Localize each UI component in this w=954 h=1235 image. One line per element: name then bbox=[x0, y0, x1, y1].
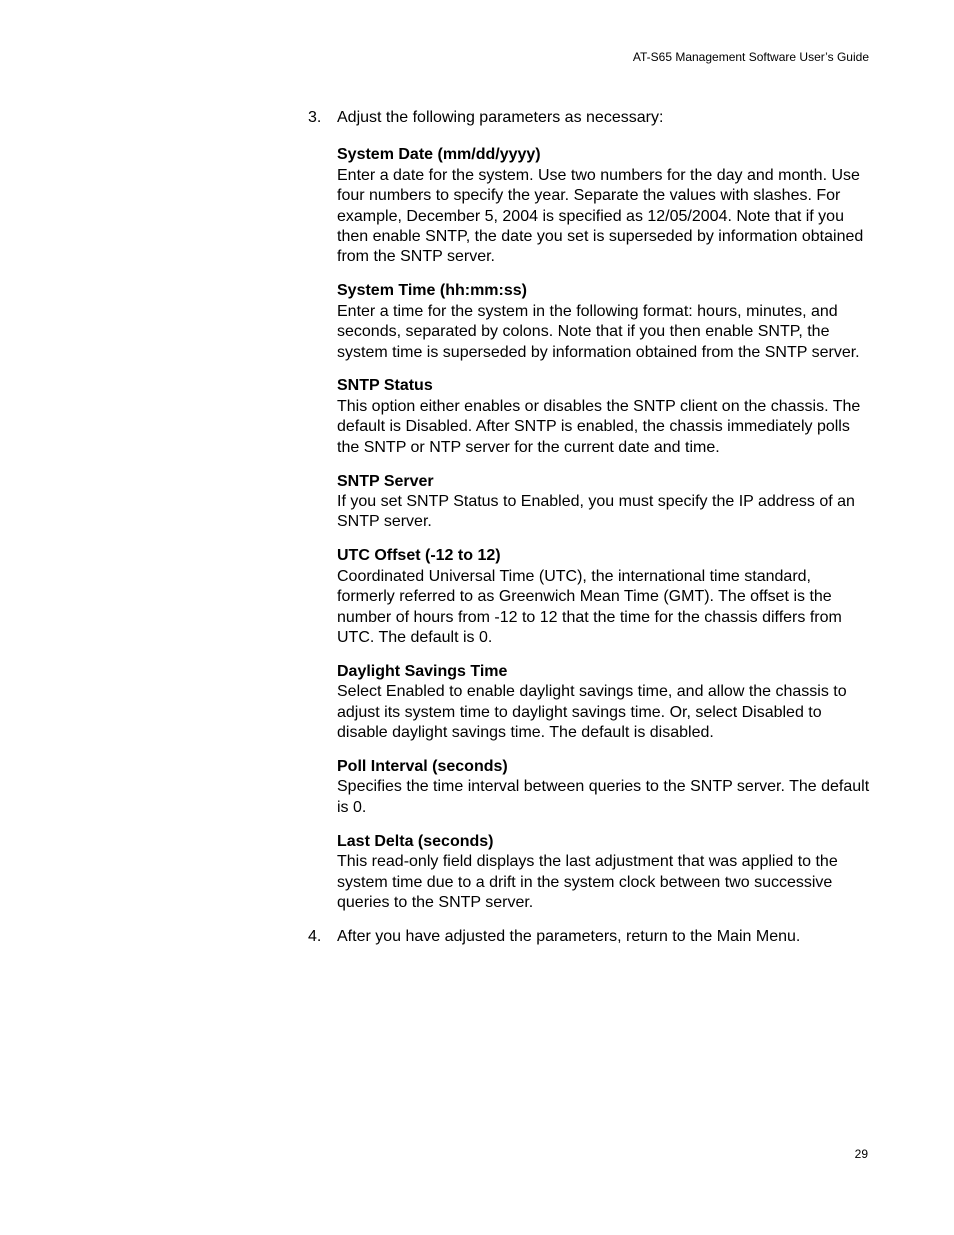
parameter-description: This option either enables or disables the SNTP client on the chassis. The default is Disabled. After SNTP is enabled, the chassis immediately polls the SNTP or NTP server for the current date and time. bbox=[337, 397, 861, 456]
parameter-description: Specifies the time interval between queries to the SNTP server. The default is 0. bbox=[337, 778, 870, 816]
parameter-description: Select Enabled to enable daylight savings time, and allow the chassis to adjust its system time to daylight savings time. Or, select Disabled to disable daylight savings time. The default is disabled. bbox=[337, 683, 847, 742]
parameter-title: Poll Interval (seconds) bbox=[337, 757, 508, 775]
step-number: 3. bbox=[308, 109, 322, 126]
parameter-system-time bbox=[337, 281, 870, 363]
parameter-title: UTC Offset (-12 to 12) bbox=[337, 547, 501, 565]
step-4 bbox=[308, 927, 870, 947]
parameter-sntp-server bbox=[337, 472, 870, 533]
parameter-title: SNTP Status bbox=[337, 377, 433, 395]
step-number: 4. bbox=[308, 927, 322, 945]
parameter-title: Daylight Savings Time bbox=[337, 662, 508, 680]
step-text: Adjust the following parameters as necessary: bbox=[337, 109, 664, 126]
parameter-description: This read-only field displays the last adjustment that was applied to the system time due to a drift in the system clock between two successive queries to the SNTP server. bbox=[337, 853, 838, 911]
step-3 bbox=[308, 108, 870, 128]
parameter-description: If you set SNTP Status to Enabled, you must specify the IP address of an SNTP server. bbox=[337, 493, 855, 531]
parameter-sntp-status bbox=[337, 376, 870, 458]
parameter-title: System Time (hh:mm:ss) bbox=[337, 282, 527, 300]
page-content bbox=[308, 108, 870, 947]
parameter-last-delta bbox=[337, 832, 870, 914]
parameter-utc-offset bbox=[337, 546, 870, 648]
parameter-system-date bbox=[337, 145, 870, 267]
parameter-list bbox=[308, 145, 870, 913]
running-header: AT-S65 Management Software User’s Guide bbox=[632, 50, 869, 64]
parameter-title: System Date (mm/dd/yyyy) bbox=[337, 146, 541, 164]
parameter-title: Last Delta (seconds) bbox=[337, 832, 494, 850]
parameter-poll-interval bbox=[337, 757, 870, 818]
parameter-daylight-savings-time bbox=[337, 662, 870, 744]
parameter-title: SNTP Server bbox=[337, 472, 434, 490]
parameter-description: Coordinated Universal Time (UTC), the international time standard, formerly referred to as Greenwich Mean Time (GMT). The offset is the number of hours from -12 to 12 that the time for the chassis differs from UTC. The default is 0. bbox=[337, 567, 842, 646]
step-text: After you have adjusted the parameters, return to the Main Menu. bbox=[337, 927, 801, 945]
page-number: 29 bbox=[854, 1147, 868, 1161]
parameter-description: Enter a date for the system. Use two numbers for the day and month. Use four numbers to specify the year. Separate the values with slashes. For example, December 5, 2004 is specified as 12/05/2004. Note that if you then enable SNTP, the date you set is superseded by information obtained from the SNTP server. bbox=[337, 166, 864, 266]
parameter-description: Enter a time for the system in the following format: hours, minutes, and seconds, separated by colons. Note that if you then enable SNTP, the system time is superseded by information obtained from the SNTP server. bbox=[337, 302, 860, 361]
